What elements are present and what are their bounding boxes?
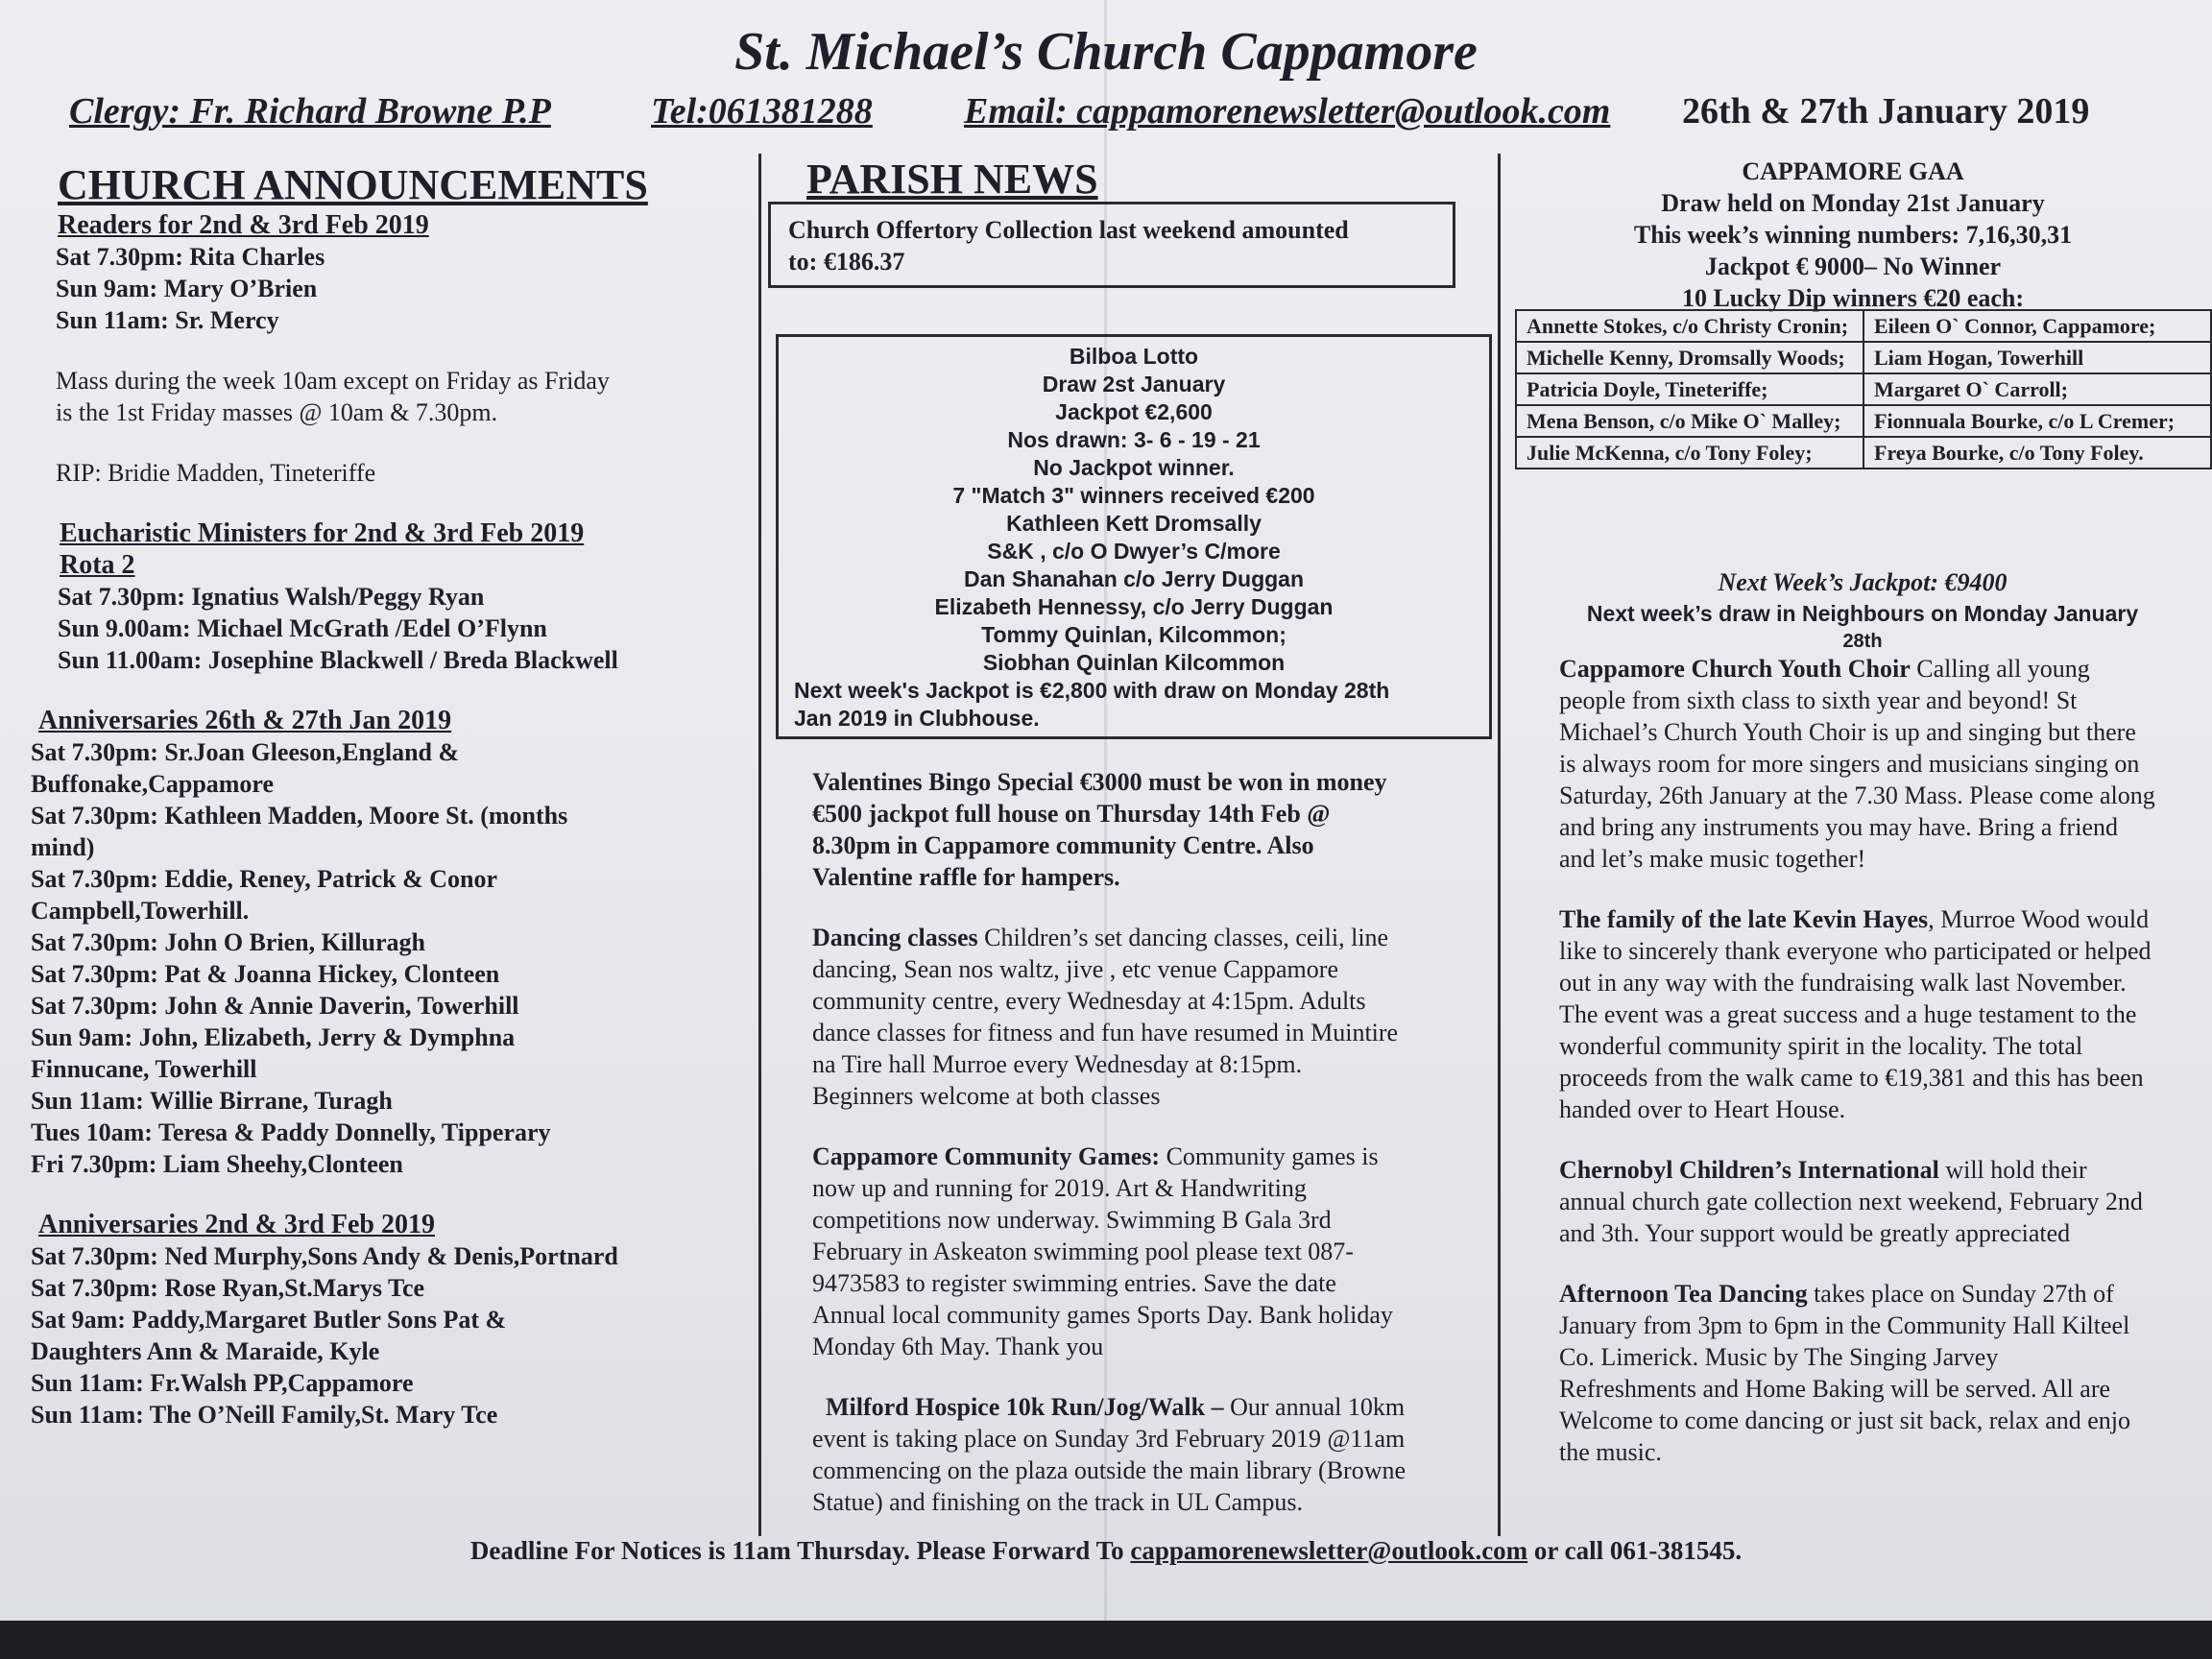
ministers-list (31, 581, 741, 676)
table-row (1516, 373, 2211, 405)
list-item: Sat 7.30pm: Rose Ryan,St.Marys Tce (31, 1274, 425, 1302)
list-item: Sat 7.30pm: Kathleen Madden, Moore St. (months (31, 802, 568, 830)
gaa-next: Next Week’s Jackpot: €9400 Next week’s draw in Neighbours on Monday January 28th (1517, 566, 2208, 653)
bingo-notice: Valentines Bingo Special €3000 must be won in money €500 jackpot full house on Thursday 14th Feb @ 8.30pm in Cappamore community Centre. Also Valentine raffle for hampers. (812, 768, 1387, 891)
table-row (1516, 405, 2211, 437)
table-row (1516, 437, 2211, 469)
footer-deadline (0, 1536, 2212, 1566)
youth-choir-notice: Cappamore Church Youth Choir Calling all young people from sixth class to sixth year and beyond! St Michael’s Church Youth Choir is up and singing but there is always room for more singers and musicians singing on Saturday, 26th January at the 7.30 Mass. Please come along and bring any instruments you may have. Bring a friend and let’s make music together! (1559, 655, 2155, 873)
rip-notice: RIP: Bridie Madden, Tineteriffe (56, 459, 376, 487)
readers-list (31, 241, 741, 336)
lotto-line: Elizabeth Hennessy, c/o Jerry Duggan (934, 594, 1334, 619)
list-item: Sat 7.30pm: Eddie, Reney, Patrick & Conor (31, 865, 498, 893)
list-item: Buffonake,Cappamore (31, 770, 275, 798)
table-cell: Eileen O` Connor, Cappamore; (1863, 310, 2211, 342)
gaa-heading: CAPPAMORE GAA (1742, 157, 1964, 185)
footer-text: Deadline For Notices is 11am Thursday. Please Forward To (469, 1536, 1131, 1565)
list-item: Fri 7.30pm: Liam Sheehy,Clonteen (31, 1150, 403, 1178)
lotto-line: No Jackpot winner. (1033, 455, 1235, 480)
lotto-line: Draw 2st January (1042, 372, 1226, 397)
rota-label: Rota 2 (60, 550, 135, 580)
lotto-line: Kathleen Kett Dromsally (1006, 511, 1262, 536)
lotto-line: Dan Shanahan c/o Jerry Duggan (963, 566, 1305, 591)
church-announcements-heading: CHURCH ANNOUNCEMENTS (58, 161, 648, 208)
list-item: Sat 7.30pm: Rita Charles (56, 243, 325, 271)
mass-note: Mass during the week 10am except on Friday as Friday is the 1st Friday masses @ 10am & 7.30pm. (56, 367, 610, 426)
bilboa-lotto-box (776, 334, 1492, 739)
table-cell: Margaret O` Carroll; (1863, 373, 2211, 405)
table-cell: Freya Bourke, c/o Tony Foley. (1863, 437, 2211, 469)
table-cell: Liam Hogan, Towerhill (1863, 342, 2211, 373)
tea-dancing-notice: Afternoon Tea Dancing takes place on Sunday 27th of January from 3pm to 6pm in the Community Hall Kilteel Co. Limerick. Music by The Singing Jarvey Refreshments and Home Baking will be served. All are Welcome to come dancing or just sit back, relax and enjo the music. (1559, 1280, 2130, 1466)
list-item: Sun 9.00am: Michael McGrath /Edel O’Flynn (58, 614, 547, 642)
readers-heading: Readers for 2nd & 3rd Feb 2019 (58, 210, 429, 240)
column-divider-left (758, 154, 761, 1536)
column-divider-right (1498, 154, 1501, 1536)
lotto-line: Siobhan Quinlan Kilcommon (982, 650, 1286, 675)
newsletter-title: St. Michael’s Church Cappamore (734, 22, 1478, 82)
gaa-section: CAPPAMORE GAA Draw held on Monday 21st January This week’s winning numbers: 7,16,30,31 Jackpot € 9000– No Winner 10 Lucky Dip winners €20 each: (1517, 156, 2189, 314)
tel-text: Tel:061381288 (651, 91, 873, 132)
parish-news-heading: PARISH NEWS (806, 156, 1098, 203)
church-announcements (31, 161, 741, 1431)
anniversaries-feb-list (31, 1240, 741, 1431)
anniversaries-jan-heading: Anniversaries 26th & 27th Jan 2019 (38, 706, 452, 735)
table-row (1516, 342, 2211, 373)
lotto-line: Tommy Quinlan, Kilcommon; (981, 622, 1286, 647)
offertory-box (768, 202, 1455, 288)
lotto-line: S&K , c/o O Dwyer’s C/more (987, 539, 1281, 564)
table-cell: Patricia Doyle, Tineteriffe; (1516, 373, 1863, 405)
milford-hospice-notice: Milford Hospice 10k Run/Jog/Walk – Our annual 10km event is taking place on Sunday 3rd February 2019 @11am commencing on the plaza outside the main library (Browne Statue) and finishing on the track in UL Campus. (812, 1393, 1407, 1516)
header-info (69, 84, 2162, 142)
dancing-notice: Dancing classes Children’s set dancing classes, ceili, line dancing, Sean nos waltz, jive , etc venue Cappamore community centre, every Wednesday at 4:15pm. Adults dance classes for fitness and fun have resumed in Muintire na Tire hall Murroe every Wednesday at 8:15pm. Beginners welcome at both classes (812, 924, 1399, 1110)
list-item: Sat 7.30pm: Pat & Joanna Hickey, Clonteen (31, 960, 500, 988)
table-row (1516, 310, 2211, 342)
table-surface (0, 1621, 2212, 1659)
list-item: Sat 7.30pm: John & Annie Daverin, Towerhill (31, 992, 519, 1020)
lotto-title: Bilboa Lotto (1069, 344, 1199, 369)
anniversaries-jan-list (31, 736, 741, 1180)
ministers-heading: Eucharistic Ministers for 2nd & 3rd Feb 2019 (60, 518, 585, 548)
list-item: Finnucane, Towerhill (31, 1055, 257, 1083)
next-jackpot: Next Week’s Jackpot: €9400 (1718, 568, 2008, 596)
list-item: Daughters Ann & Maraide, Kyle (31, 1337, 380, 1365)
lotto-next: Next week's Jackpot is €2,800 with draw on Monday 28th (794, 678, 1390, 703)
right-articles (1559, 653, 2212, 1468)
footer-tail: or call 061-381545. (1527, 1536, 1743, 1565)
table-cell: Michelle Kenny, Dromsally Woods; (1516, 342, 1863, 373)
anniversaries-feb-heading: Anniversaries 2nd & 3rd Feb 2019 (38, 1210, 435, 1239)
list-item: Sun 11am: Fr.Walsh PP,Cappamore (31, 1369, 414, 1397)
list-item: Sun 11am: The O’Neill Family,St. Mary Tce (31, 1401, 498, 1429)
footer-email-link[interactable]: cappamorenewsletter@outlook.com (1130, 1536, 1528, 1565)
community-games-notice: Cappamore Community Games: Community games is now up and running for 2019. Art & Handwriting competitions now underway. Swimming B Gala 3rd February in Askeaton swimming pool please text 087- 9473583 to register swimming entries. Save the date Annual local community games Sports Day. Bank holiday Monday 6th May. Thank you (812, 1142, 1393, 1360)
offertory-text: Church Offertory Collection last weekend amounted (788, 216, 1349, 244)
list-item: Sun 11am: Willie Birrane, Turagh (31, 1087, 393, 1115)
middle-articles (812, 766, 1484, 1518)
hayes-notice: The family of the late Kevin Hayes, Murroe Wood would like to sincerely thank everyone who participated or helped out in any way with the fundraising walk last November. The event was a great success and a huge testament to the wonderful community spirit in the locality. The total proceeds from the walk came to €19,381 and this has been handed over to Heart House. (1559, 905, 2152, 1123)
list-item: Tues 10am: Teresa & Paddy Donnelly, Tipperary (31, 1118, 551, 1146)
lotto-line: Nos drawn: 3- 6 - 19 - 21 (1007, 427, 1261, 452)
lotto-next: Jan 2019 in Clubhouse. (794, 706, 1040, 731)
list-item: Sun 9am: Mary O’Brien (56, 275, 318, 302)
issue-date: 26th & 27th January 2019 (1682, 91, 2090, 132)
list-item: Sat 7.30pm: Sr.Joan Gleeson,England & (31, 738, 460, 766)
list-item: Campbell,Towerhill. (31, 897, 250, 925)
chernobyl-notice: Chernobyl Children’s International will hold their annual church gate collection next weekend, February 2nd and 3th. Your support would be greatly appreciated (1559, 1156, 2143, 1247)
list-item: Sat 7.30pm: Ignatius Walsh/Peggy Ryan (58, 583, 485, 611)
list-item: Sun 9am: John, Elizabeth, Jerry & Dymphna (31, 1023, 516, 1051)
clergy-text: Clergy: Fr. Richard Browne P.P (69, 91, 551, 132)
list-item: Sun 11am: Sr. Mercy (56, 306, 279, 334)
lotto-line: Jackpot €2,600 (1055, 399, 1213, 424)
list-item: Sun 11.00am: Josephine Blackwell / Breda Blackwell (58, 646, 618, 674)
list-item: mind) (31, 833, 95, 861)
table-cell: Mena Benson, c/o Mike O` Malley; (1516, 405, 1863, 437)
email-text[interactable]: Email: cappamorenewsletter@outlook.com (964, 91, 1611, 132)
parish-news (768, 156, 1488, 204)
offertory-amount: to: €186.37 (788, 248, 905, 276)
list-item: Sat 9am: Paddy,Margaret Butler Sons Pat & (31, 1306, 507, 1334)
table-cell: Annette Stokes, c/o Christy Cronin; (1516, 310, 1863, 342)
table-cell: Julie McKenna, c/o Tony Foley; (1516, 437, 1863, 469)
lotto-line: 7 "Match 3" winners received €200 (952, 483, 1315, 508)
lucky-dip-table (1515, 309, 2212, 469)
list-item: Sat 7.30pm: John O Brien, Killuragh (31, 928, 425, 956)
table-cell: Fionnuala Bourke, c/o L Cremer; (1863, 405, 2211, 437)
list-item: Sat 7.30pm: Ned Murphy,Sons Andy & Denis,Portnard (31, 1242, 618, 1270)
